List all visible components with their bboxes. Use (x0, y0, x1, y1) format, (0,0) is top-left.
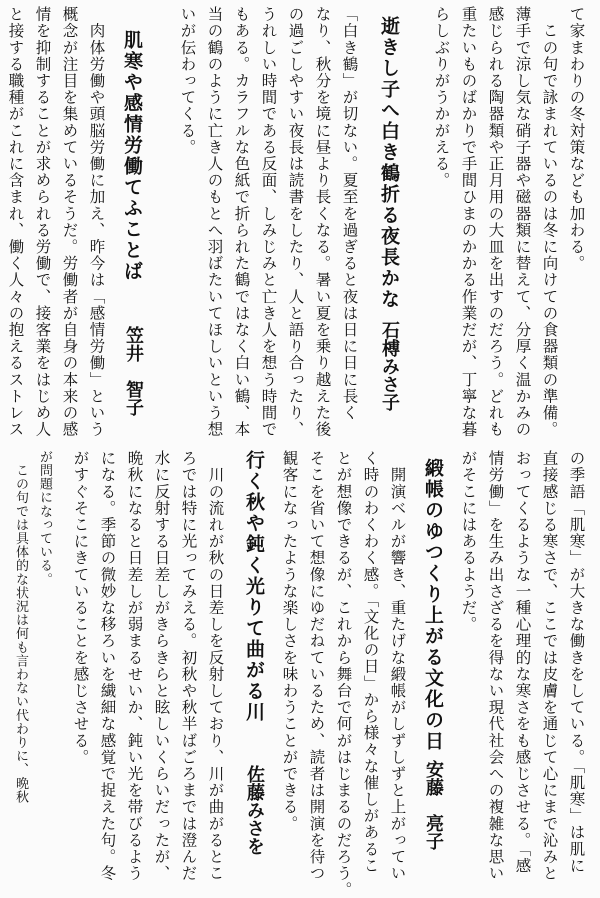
haiku-title: 行く秋や鈍く光りて曲がる川 (243, 450, 265, 723)
text-line: 水に反射する日差しがきらきらと眩しいくらいだったが、 (152, 450, 171, 882)
text-line: 「白き鶴」が切ない。夏至を過ぎると夜は日に日に長く (340, 6, 359, 421)
haiku-title: 緞帳のゆつくり上がる文化の日 (422, 458, 444, 752)
text-line: 当の鶴のように亡き人のもとへ羽ばたいてほしいという想 (205, 6, 224, 438)
haiku-author: 安藤 亮子 (423, 760, 444, 850)
text-line: 感じられる陶器類や正月用の大皿を出すのだろう。どれも (486, 6, 505, 438)
text-line: 情労働」を生み出さざるを得ない現代社会への複雑な思い (486, 450, 505, 882)
text-line: おってくるような一種心理的な寒さをも感じさせる。「感 (513, 450, 532, 874)
text-line: 重たいものばかりで手間ひまのかかる作業だが、丁寧な暮 (459, 6, 478, 438)
haiku-author: 佐藤みさを (244, 765, 265, 855)
haiku-author: 石榑みさ子 (379, 321, 400, 411)
text-line: が問題になっている。 (37, 450, 52, 586)
haiku-title: 逝きし子へ白き鶴折る夜長かな (378, 16, 400, 310)
text-line: もある。カラフルな色紙で折られた鶴ではなく白い鶴、本 (232, 6, 251, 438)
text-line: 情を抑制することが求められる労働で、接客業をはじめ人 (33, 6, 52, 438)
text-line: らしぶりがうかがえる。 (432, 6, 451, 189)
text-line: 概念が注目を集めているそうだ。労働者が自身の本来の感 (60, 6, 79, 438)
text-line: ろでは特に光ってみえる。初秋や秋半ばごろまでは澄んだ (179, 450, 198, 882)
text-line: この句では具体的な状況は何も言わない代わりに、晩秋 (13, 450, 28, 804)
haiku-title: 肌寒や感情労働てふことば (121, 30, 143, 282)
text-line: 晩秋になると日差しが弱まるせいか、鈍い光を帯びるよう (125, 450, 144, 882)
text-line: いが伝わってくる。 (178, 6, 197, 156)
text-line: うれしい時間である反面、しみじみと亡き人を想う時間で (259, 6, 278, 438)
text-line: 肉体労働や頭脳労働に加え、昨今は「感情労働」という (87, 6, 106, 438)
text-line: 薄手で涼し気な硝子器や磁器類に替えて、分厚く温かみの (513, 6, 532, 438)
text-line: 観客になったような楽しさを味わうことができる。 (280, 450, 299, 832)
text-line: そこを省いて想像にゆだねているため、読者は開演を待つ (307, 450, 326, 882)
text-line: と接する職種がこれに含まれ、働く人々の抱えるストレス (6, 6, 25, 438)
text-line: とが想像できるが、これから舞台で何がはじまるのだろう。 (334, 450, 353, 898)
text-line: て家まわりの冬対策なども加わる。 (567, 6, 586, 272)
text-line: がすぐそこにきていることを感じさせる。 (71, 450, 90, 766)
text-line: 開演ベルが響き、重たげな緞帳がしずしずと上がってい (388, 450, 407, 882)
text-line: なり、秋分を境に昼より長くなる。暑い夏を乗り越えた後 (313, 6, 332, 438)
text-line: の過ごしやすい夜長は読書をしたり、人と語り合ったり、 (286, 6, 305, 438)
text-line: 直接感じる寒さで、ここでは皮膚を通じて心にまで沁みと (540, 450, 559, 882)
text-line: になる。季節の微妙な移ろいを繊細な感覚で捉えた句。冬 (98, 450, 117, 882)
text-line: 川の流れが秋の日差しを反射しており、川が曲がるとこ (206, 450, 225, 882)
text-line: く時のわくわく感。「文化の日」から様々な催しがあるこ (361, 450, 380, 874)
text-line: この句で詠まれているのは冬に向けての食器類の準備。 (540, 6, 559, 438)
text-line (0, 420, 1, 441)
text-line: がそこにはあるようだ。 (459, 450, 478, 633)
text-line: の季語「肌寒」が大きな働きをしている。「肌寒」は肌に (567, 450, 586, 874)
haiku-author: 笠井 智子 (123, 326, 144, 416)
